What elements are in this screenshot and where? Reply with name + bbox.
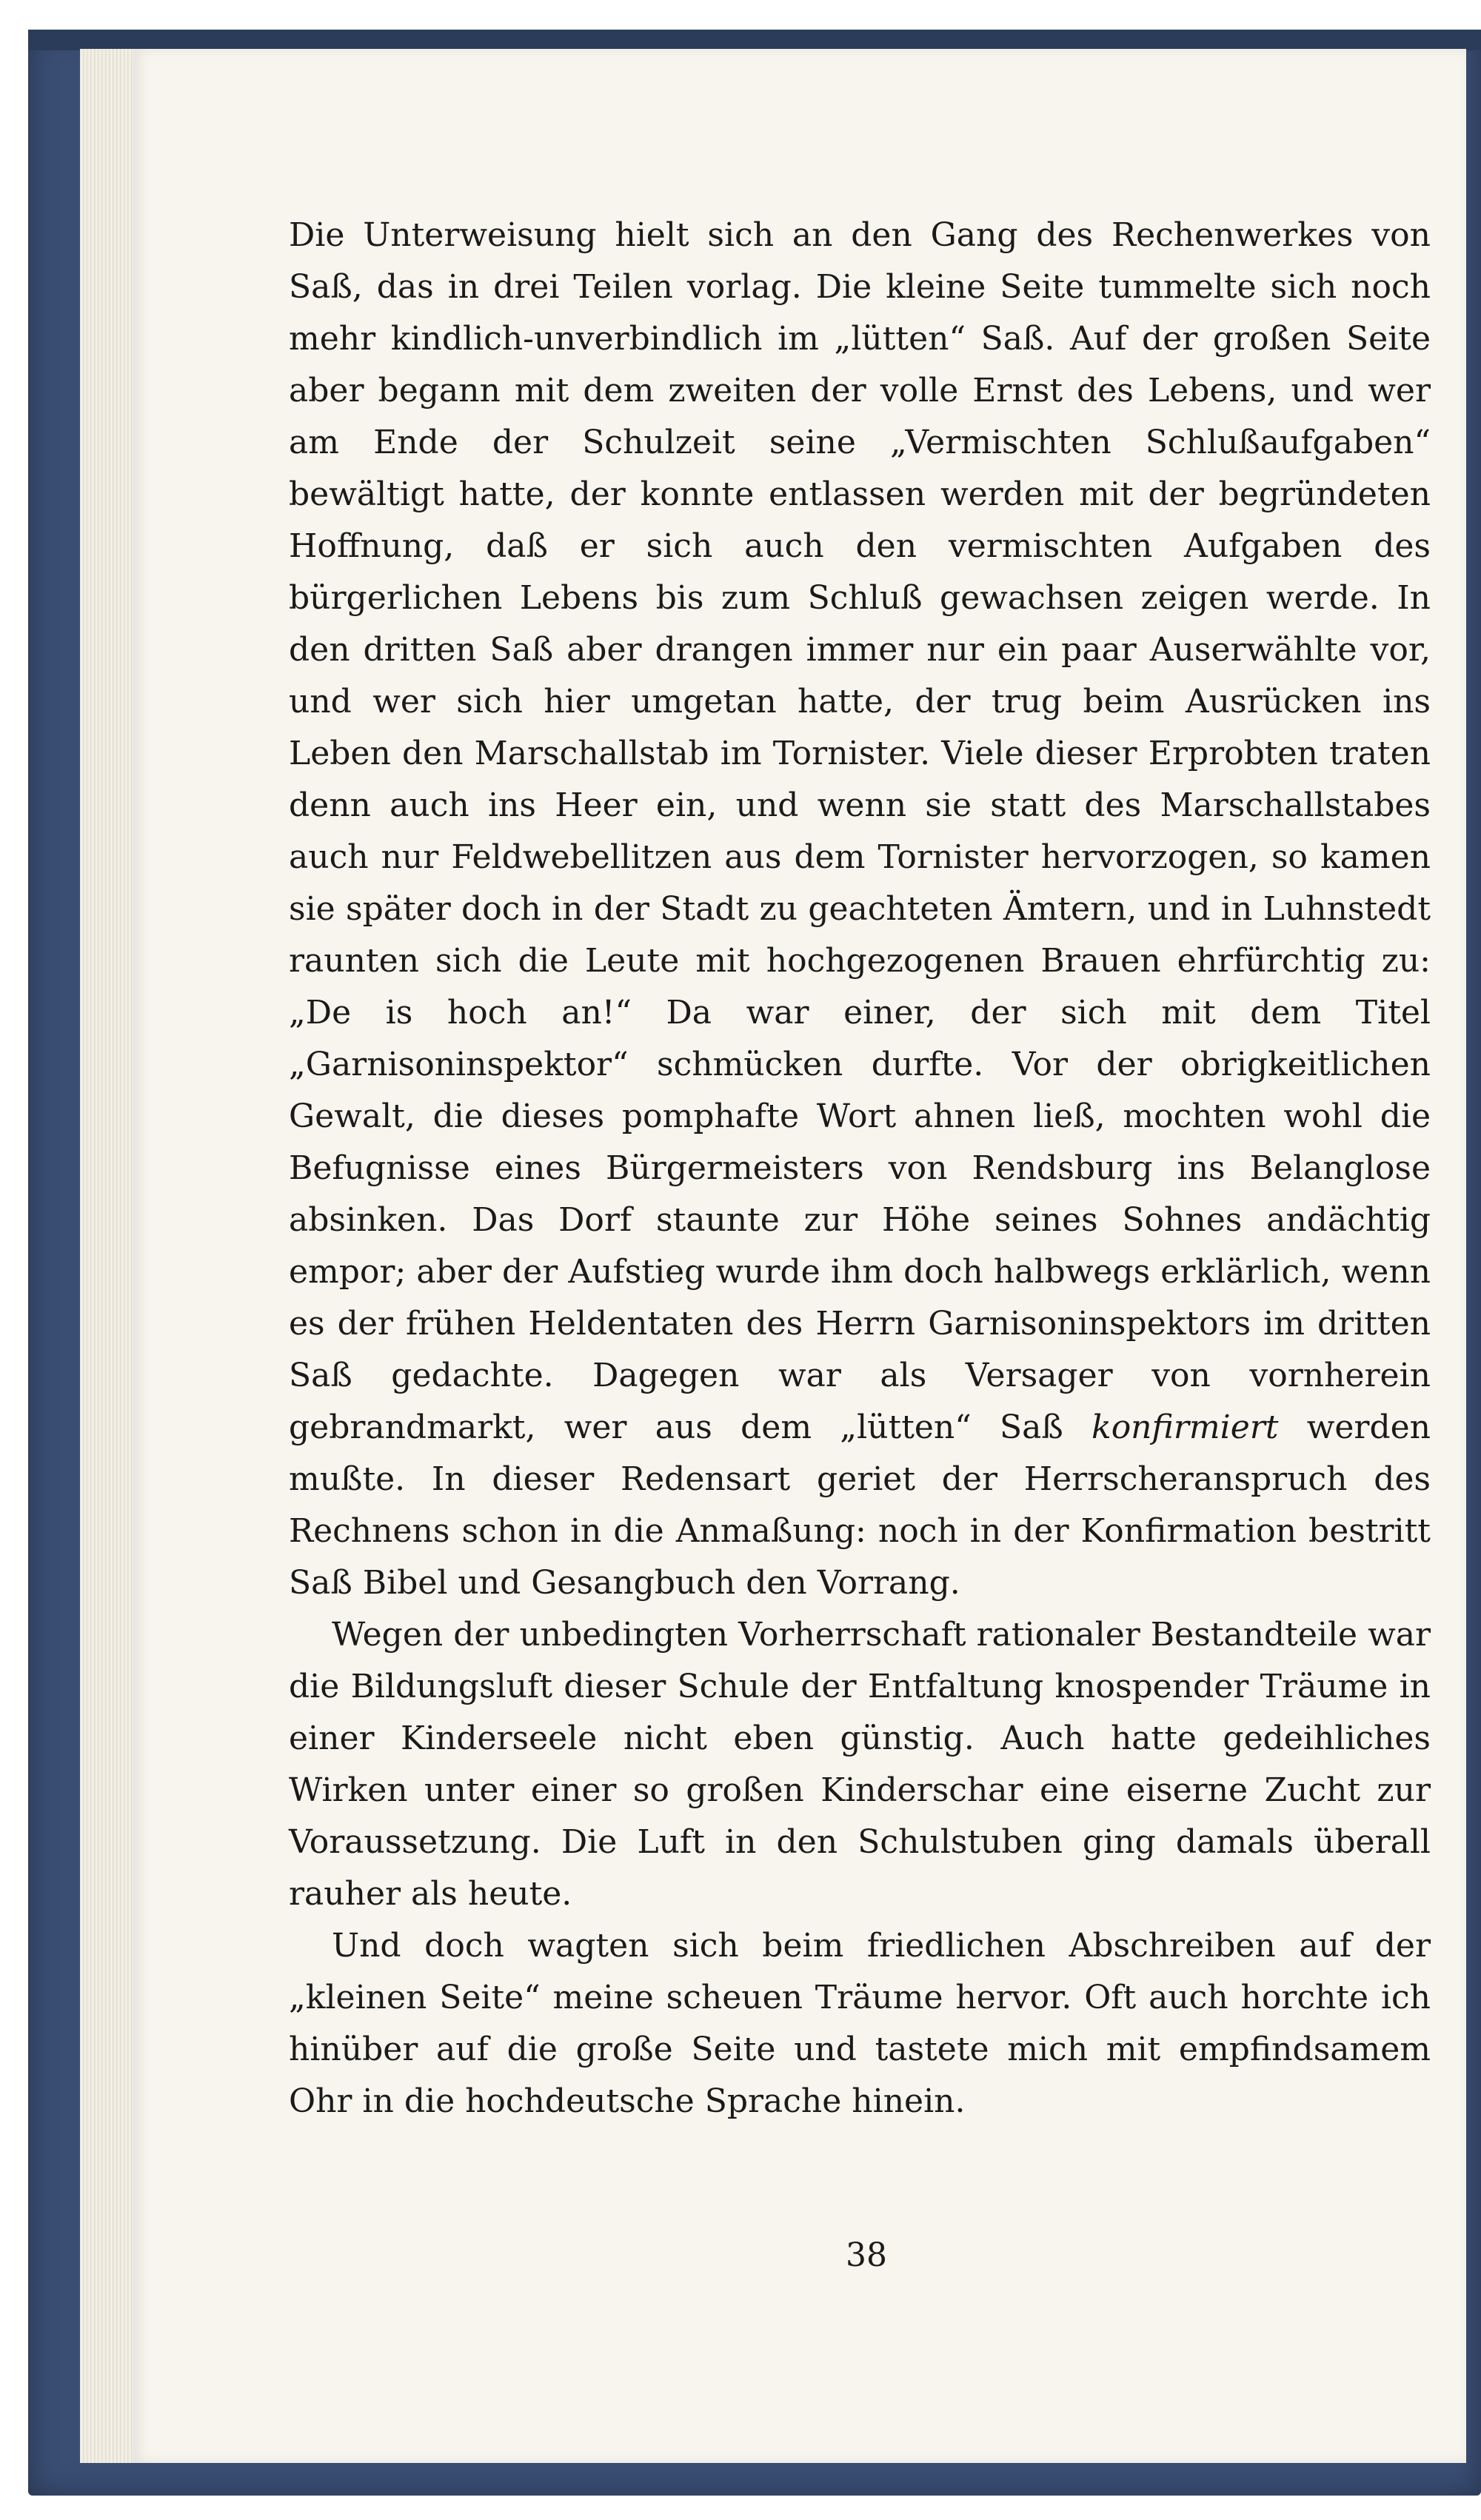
page-edges: [80, 49, 139, 2463]
page-text: [289, 210, 1431, 2128]
cover-top-edge: [28, 30, 1481, 50]
page-number: 38: [846, 2236, 887, 2274]
paragraph-1-text-end: werden mußte. In dieser Redensart geriet der Herrscheranspruch des Rechnens schon in die Anmaßung: noch in der Konfirmation bestritt Saß Bibel und Gesangbuch den Vorrang.: [289, 1408, 1431, 1602]
paragraph-1: [289, 210, 1431, 1609]
paragraph-1-text-start: Die Unterweisung hielt sich an den Gang des Rechenwerkes von Saß, das in drei Teilen vorlag. Die kleine Seite tummelte sich noch mehr kindlich-unverbindlich im „lütten“ Saß. Auf der großen Seite aber begann mit dem zweiten der volle Ernst des Lebens, und wer am Ende der Schulzeit seine „Vermischten Schlußaufgaben“ bewältigt hatte, der konnte entlassen werden mit der begründeten Hoffnung, daß er sich auch den vermischten Aufgaben des bürgerlichen Lebens bis zum Schluß gewachsen zeigen werde. In den dritten Saß aber drangen immer nur ein paar Auserwählte vor, und wer sich hier umgetan hatte, der trug beim Ausrücken ins Leben den Marschallstab im Tornister. Viele dieser Erprobten traten denn auch ins Heer ein, und wenn sie statt des Marschallstabes auch nur Feldwebellitzen aus dem Tornister hervorzogen, so kamen sie später doch in der Stadt zu geachteten Ämtern, und in Luhnstedt raunten sich die Leute mit hochgezogenen Brauen ehrfürchtig zu: „De is hoch an!“ Da war einer, der sich mit dem Titel „Garnisoninspektor“ schmücken durfte. Vor der obrigkeitlichen Gewalt, die dieses pomphafte Wort ahnen ließ, mochten wohl die Befugnisse eines Bürgermeisters von Rendsburg ins Belanglose absinken. Das Dorf staunte zur Höhe seines Sohnes andächtig empor; aber der Aufstieg wurde ihm doch halbwegs erklärlich, wenn es der frühen Heldentaten des Herrn Garnisoninspektors im dritten Saß gedachte. Dagegen war als Versager von vornherein gebrandmarkt, wer aus dem „lütten“ Saß: [289, 216, 1431, 1446]
emphasis-word: konfirmiert: [1091, 1408, 1279, 1446]
paragraph-3: Und doch wagten sich beim friedlichen Abschreiben auf der „kleinen Seite“ meine scheuen Träume hervor. Oft auch horchte ich hinüber auf die große Seite und tastete mich mit empfindsamem Ohr in die hochdeutsche Sprache hinein.: [289, 1927, 1431, 2120]
paragraph-2: Wegen der unbedingten Vorherrschaft rationaler Bestandteile war die Bildungsluft dieser Schule der Entfaltung knospender Träume in einer Kinderseele nicht eben günstig. Auch hatte gedeihliches Wirken unter einer so großen Kinderschar eine eiserne Zucht zur Voraussetzung. Die Luft in den Schulstuben ging damals überall rauher als heute.: [289, 1616, 1431, 1913]
